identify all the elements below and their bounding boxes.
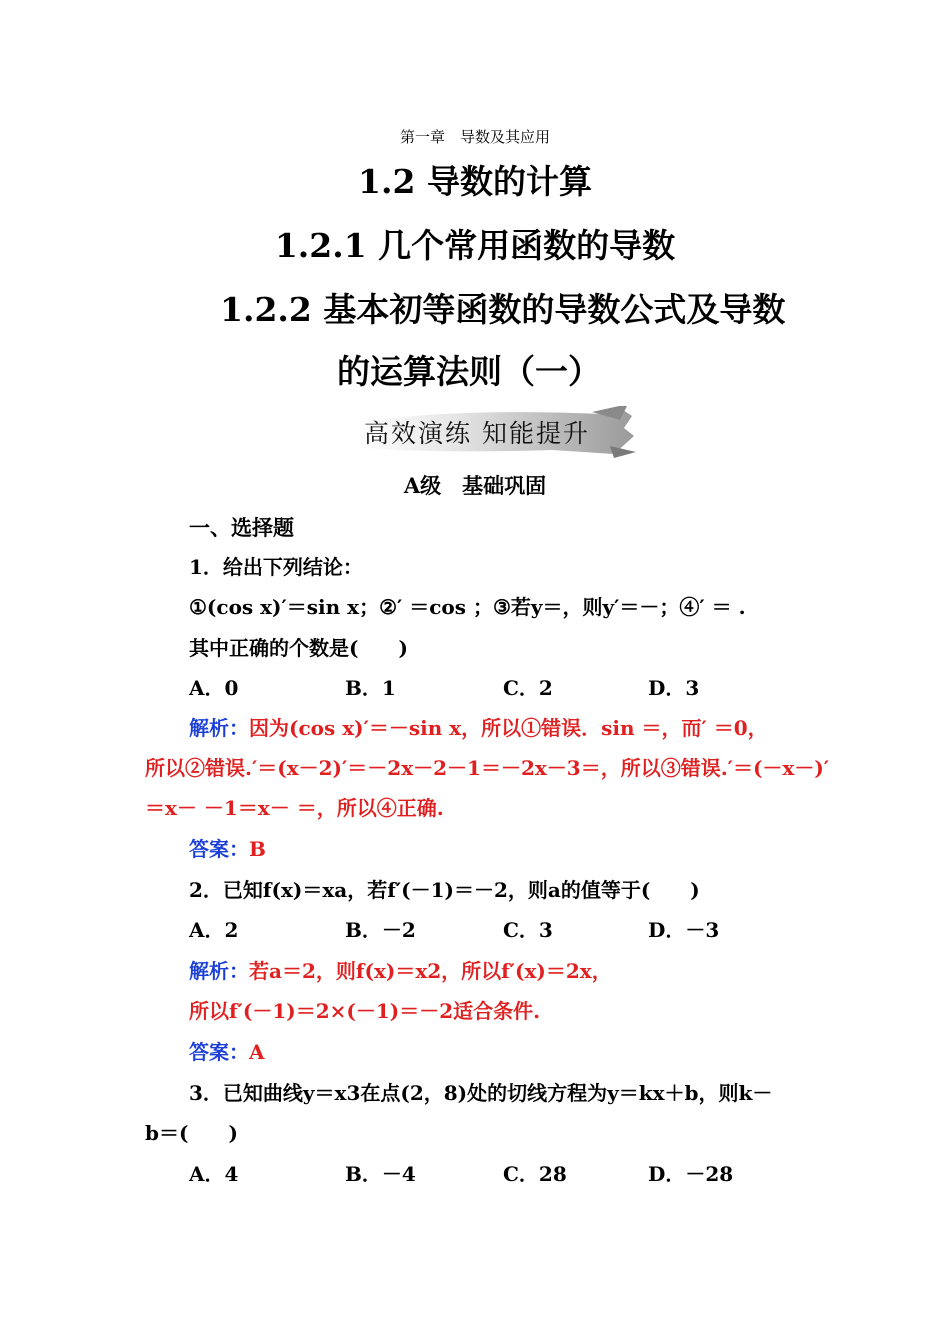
subsection-title-2: 1.2.2 基本初等函数的导数公式及导数 <box>220 290 786 329</box>
q1-answer-label: 答案： <box>189 837 249 861</box>
q2-option-b: B．－2 <box>345 918 416 942</box>
q1-analysis-label: 解析： <box>189 716 249 740</box>
q2-answer-value: A <box>249 1040 265 1064</box>
level-heading: A级 基础巩固 <box>403 473 547 498</box>
q1-analysis-text-1: 因为(cos x)′＝－sin x，所以①错误．sin ＝，而′ ＝0， <box>249 716 768 740</box>
q2-option-d: D．－3 <box>648 918 720 942</box>
q3-stem-2: b＝( ) <box>145 1121 238 1145</box>
q1-analysis-2: 所以②错误.′＝(x－2)′＝－2x－2－1＝－2x－3＝，所以③错误.′＝(－x－)′ <box>145 756 830 780</box>
q1-question: 其中正确的个数是( ) <box>189 636 408 660</box>
section-heading: 一、选择题 <box>189 515 294 540</box>
q3-option-d: D．－28 <box>648 1162 734 1186</box>
q2-option-c: C．3 <box>503 918 553 942</box>
q1-stem: 1．给出下列结论： <box>189 555 363 579</box>
q1-answer-value: B <box>249 837 266 861</box>
q2-analysis-label: 解析： <box>189 959 249 983</box>
q3-option-a: A．4 <box>189 1162 239 1186</box>
q1-statements: ①(cos x)′＝sin x；②′ ＝cos ；③若y＝，则y′＝－；④′ ＝ . <box>189 595 746 619</box>
q1-option-c: C．2 <box>503 676 553 700</box>
q1-option-d: D．3 <box>648 676 700 700</box>
q2-answer <box>189 1036 265 1065</box>
q1-option-b: B．1 <box>345 676 396 700</box>
subsection-title-2-cont: 的运算法则（一） <box>337 352 601 391</box>
banner-text: 高效演练 知能提升 <box>364 419 590 448</box>
q2-analysis-1 <box>189 955 612 984</box>
q1-analysis-3: ＝x－ －1＝x－ ＝，所以④正确. <box>145 796 444 820</box>
subsection-title-1: 1.2.1 几个常用函数的导数 <box>274 226 676 265</box>
q1-analysis-1 <box>189 712 768 741</box>
q3-option-c: C．28 <box>503 1162 567 1186</box>
running-header: 第一章 导数及其应用 <box>399 128 550 146</box>
q3-option-b: B．－4 <box>345 1162 416 1186</box>
q2-option-a: A．2 <box>189 918 239 942</box>
exercise-banner <box>352 406 637 458</box>
q2-stem: 2．已知f(x)＝xa，若f′(－1)＝－2，则a的值等于( ) <box>189 878 700 902</box>
q1-option-a: A．0 <box>189 676 239 700</box>
q1-answer <box>189 833 266 862</box>
q2-answer-label: 答案： <box>189 1040 249 1064</box>
q2-analysis-text-1: 若a＝2，则f(x)＝x2，所以f′(x)＝2x， <box>249 959 612 983</box>
q3-stem-1: 3．已知曲线y＝x3在点(2，8)处的切线方程为y＝kx＋b，则k－ <box>189 1081 773 1105</box>
section-title: 1.2 导数的计算 <box>358 162 592 201</box>
q2-analysis-2: 所以f′(－1)＝2×(－1)＝－2适合条件. <box>189 999 541 1023</box>
